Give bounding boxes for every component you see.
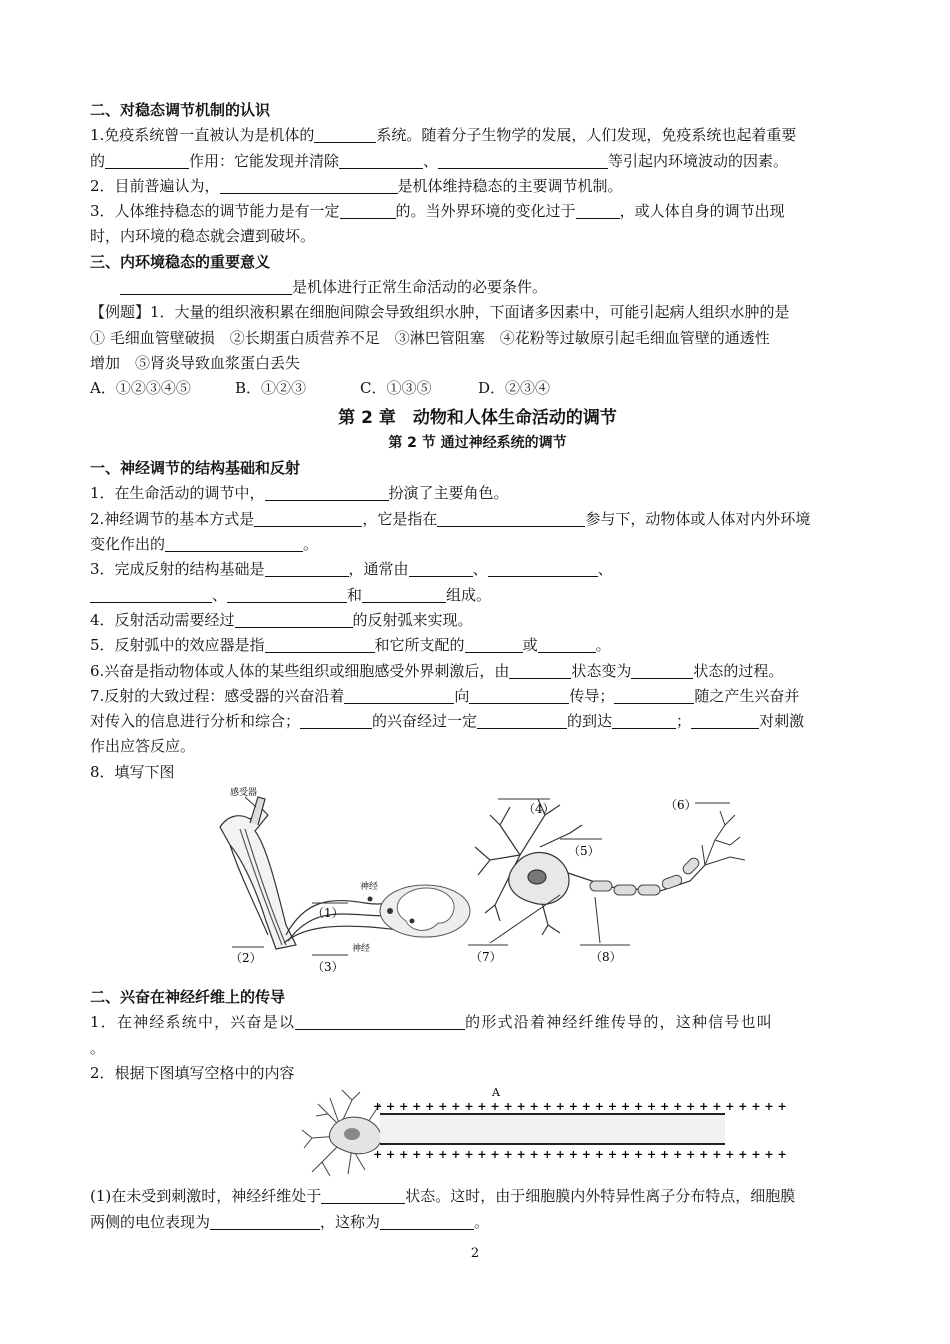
blank[interactable]	[612, 713, 676, 729]
figure-label-1: （1）	[312, 906, 344, 921]
blank[interactable]	[265, 637, 375, 653]
blank[interactable]	[691, 713, 759, 729]
blank[interactable]	[105, 153, 189, 169]
spinal-cord-section	[368, 885, 471, 937]
blank[interactable]	[409, 561, 473, 577]
blank[interactable]	[339, 153, 423, 169]
p1-item2-cont: 变化作出的 。	[90, 535, 319, 554]
arm-drawing	[220, 797, 296, 949]
section-title-significance: 三、内环境稳态的重要意义	[90, 252, 271, 271]
option-b[interactable]: B．①②③	[235, 379, 307, 398]
worksheet-page	[90, 98, 865, 1235]
example-options	[90, 376, 865, 401]
axon-terminals	[702, 811, 745, 865]
option-d[interactable]: D．②③④	[478, 379, 551, 398]
blank[interactable]	[300, 713, 372, 729]
blank[interactable]	[488, 561, 598, 577]
blank[interactable]	[465, 637, 523, 653]
point-a-label: A	[492, 1086, 500, 1100]
blank[interactable]	[477, 713, 567, 729]
s2-item1: 1.免疫系统曾一直被认为是机体的 系统。随着分子生物学的发展，人们发现，免疫系统也起着重要	[90, 126, 797, 145]
blank[interactable]	[220, 178, 398, 194]
blank[interactable]	[321, 1188, 405, 1204]
myelin-segments	[590, 856, 701, 895]
neuron-drawing	[475, 799, 705, 935]
blank[interactable]	[340, 203, 396, 219]
example-line3: 增加 ⑤肾炎导致血浆蛋白丢失	[90, 353, 301, 372]
figure-label-2: （2）	[230, 951, 262, 966]
blank[interactable]	[509, 663, 571, 679]
q1-line1: (1)在未受到刺激时，神经纤维处于 状态。这时，由于细胞膜内外特异性离子分布特点，细胞膜	[90, 1187, 796, 1206]
blank[interactable]	[437, 511, 585, 527]
nerve-fiber-svg	[90, 1086, 865, 1184]
s2-item3: 3．人体维持稳态的调节能力是有一定 的。当外界环境的变化过于 ，或人体自身的调节出现	[90, 202, 785, 221]
figure-label-6: （6）	[665, 798, 697, 813]
p2-item1-cont: 。	[90, 1038, 106, 1057]
figure-label-5: （5）	[568, 844, 600, 859]
blank[interactable]	[314, 127, 376, 143]
p1-item2: 2.神经调节的基本方式是 ，它是指在 参与下，动物体或人体对内外环境	[90, 509, 811, 528]
blank[interactable]	[344, 688, 454, 704]
blank[interactable]	[538, 637, 596, 653]
pointer-8	[595, 897, 600, 943]
blank[interactable]	[227, 587, 347, 603]
blank[interactable]	[614, 688, 694, 704]
blank[interactable]	[265, 561, 349, 577]
blank[interactable]	[380, 1214, 474, 1230]
receptor-pointer	[245, 797, 256, 807]
blank[interactable]	[362, 587, 446, 603]
nerve-label-upper: 神经	[360, 882, 379, 893]
nerve-label-lower: 神经	[352, 944, 371, 955]
option-c[interactable]: C．①③⑤	[360, 379, 432, 398]
s2-item2: 2．目前普遍认为， 是机体维持稳态的主要调节机制。	[90, 176, 623, 195]
p1-item7-end: 作出应答反应。	[90, 737, 196, 756]
reflex-arc-figure	[90, 785, 865, 985]
chapter-title: 第 2 章 动物和人体生命活动的调节	[338, 407, 617, 428]
s2-item3-cont: 时，内环境的稳态就会遭到破坏。	[90, 227, 316, 246]
p1-item1: 1．在生命活动的调节中， 扮演了主要角色。	[90, 484, 509, 503]
p1-item3: 3．完成反射的结构基础是 ，通常由 、 、	[90, 560, 613, 579]
section-subtitle: 第 2 节 通过神经系统的调节	[388, 434, 567, 451]
part2-title: 二、兴奋在神经纤维上的传导	[90, 988, 286, 1007]
option-a[interactable]: A．①②③④⑤	[90, 379, 191, 398]
p1-item6: 6.兴奋是指动物体或人体的某些组织或细胞感受外界刺激后，由 状态变为 状态的过程。	[90, 661, 784, 680]
blank[interactable]	[210, 1214, 320, 1230]
figure-label-4: （4）	[523, 802, 555, 817]
page-number: 2	[470, 1246, 480, 1261]
p1-item5: 5．反射弧中的效应器是指 和它所支配的 或 。	[90, 636, 611, 655]
example-line2: ① 毛细血管壁破损 ②长期蛋白质营养不足 ③淋巴管阻塞 ④花粉等过敏原引起毛细血管壁的通透性	[90, 328, 770, 347]
p1-item8: 8．填写下图	[90, 762, 175, 781]
blank[interactable]	[469, 688, 569, 704]
p1-item3-cont: 、 和 组成。	[90, 583, 865, 608]
s3-item: 是机体进行正常生命活动的必要条件。	[90, 275, 865, 300]
neuron-body	[302, 1090, 381, 1176]
section-title-regulation-mechanism: 二、对稳态调节机制的认识	[90, 101, 271, 119]
plus-row-upper: + + + + + + + + + + + + + + + + + + + + + + + + + + + + + + + +	[373, 1100, 787, 1114]
receptor-label: 感受器	[230, 788, 258, 799]
plus-row-lower: + + + + + + + + + + + + + + + + + + + + + + + + + + + + + + + +	[373, 1148, 787, 1162]
p2-item1: 1．在神经系统中，兴奋是以 的形式沿着神经纤维传导的，这种信号也叫	[90, 1013, 773, 1032]
blank[interactable]	[90, 587, 212, 603]
p1-item7: 7.反射的大致过程：感受器的兴奋沿着 向 传导； 随之产生兴奋并	[90, 686, 800, 705]
blank[interactable]	[120, 279, 292, 295]
axon-body	[380, 1114, 725, 1144]
blank[interactable]	[631, 663, 693, 679]
blank[interactable]	[295, 1014, 465, 1030]
part1-title: 一、神经调节的结构基础和反射	[90, 459, 301, 478]
p2-item2: 2．根据下图填写空格中的内容	[90, 1063, 295, 1082]
blank[interactable]	[165, 536, 303, 552]
blank[interactable]	[438, 153, 608, 169]
q1-line2: 两侧的电位表现为 ，这称为 。	[90, 1212, 490, 1231]
blank[interactable]	[254, 511, 362, 527]
example-line1: 【例题】1．大量的组织液积累在细胞间隙会导致组织水肿，下面诸多因素中，可能引起病人组织水肿的是	[90, 303, 790, 322]
blank[interactable]	[265, 485, 389, 501]
reflex-arc-svg	[90, 785, 865, 985]
blank[interactable]	[576, 203, 620, 219]
figure-label-3: （3）	[312, 960, 344, 975]
figure-label-8: （8）	[590, 950, 622, 965]
p1-item4: 4．反射活动需要经过 的反射弧来实现。	[90, 610, 473, 629]
s2-item1-cont: 的 作用：它能发现并清除 、 等引起内环境波动的因素。	[90, 151, 789, 170]
p1-item7-cont: 对传入的信息进行分析和综合； 的兴奋经过一定 的到达 ； 对刺激	[90, 712, 805, 731]
nerve-fiber-figure	[90, 1086, 865, 1184]
pointer-7	[490, 895, 560, 943]
blank[interactable]	[235, 612, 353, 628]
figure-label-7: （7）	[470, 950, 502, 965]
